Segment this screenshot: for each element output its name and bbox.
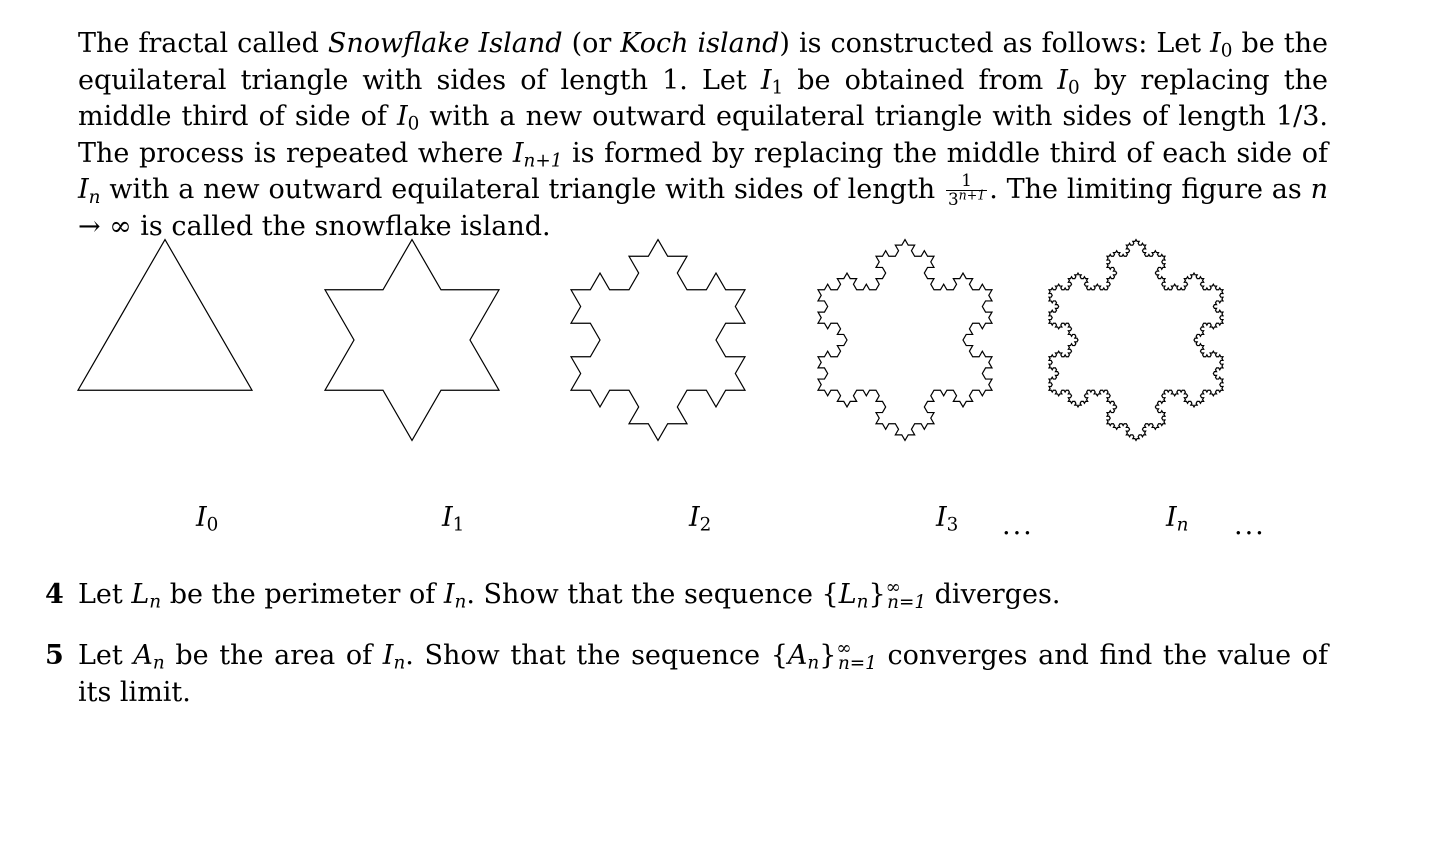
label-i2: $I_2$ (689, 502, 712, 536)
label-i1: $I_1$ (442, 502, 465, 536)
problem-5: 5 Let $A_n$ be the area of $I_n$. Show that the sequence $\{A_n\}^\infty_{n=1}$ converges and find the value of its limit. (45, 637, 1328, 708)
problem-number: 5 (45, 640, 64, 671)
snowflake-stage-1 (325, 240, 499, 441)
problem-4: 4 Let $L_n$ be the perimeter of $I_n$. Show that the sequence $\{L_n\}^\infty_{n=1}$ diverges. (45, 576, 1061, 613)
problem-number: 4 (45, 579, 64, 610)
ellipsis-after-i3: ... (1002, 510, 1034, 541)
snowflake-stage-0 (78, 240, 252, 391)
label-i0: $I_0$ (196, 502, 219, 536)
snowflake-stage-3 (818, 240, 992, 441)
label-in: $I_n$ (1166, 502, 1189, 536)
label-i3: $I_3$ (936, 502, 959, 536)
fraction-one-over-3-power: $\frac{1}{3^{n+1}}$ (947, 170, 986, 209)
intro-paragraph: The fractal called Snowflake Island (or Koch island) is constructed as follows: Let $I_0$ be the equilateral triangle with sides of length 1. Let $I_1$ be obtained from $I_0$ by replacing the middle third of side of $I_0$ with a new outward equilateral triangle with sides of length 1/3. The process is repeated where $I_{n+1}$ is formed by replacing the middle third of each side of $I_n$ with a new outward equilateral triangle with sides of length $\frac{1}{3^{n+1}}$ . The limiting figure as n → ∞ is called the snowflake island. (78, 28, 1328, 243)
snowflake-stage-2 (571, 240, 745, 441)
ellipsis-after-in: ... (1234, 510, 1266, 541)
snowflake-stage-4 (1049, 240, 1223, 441)
